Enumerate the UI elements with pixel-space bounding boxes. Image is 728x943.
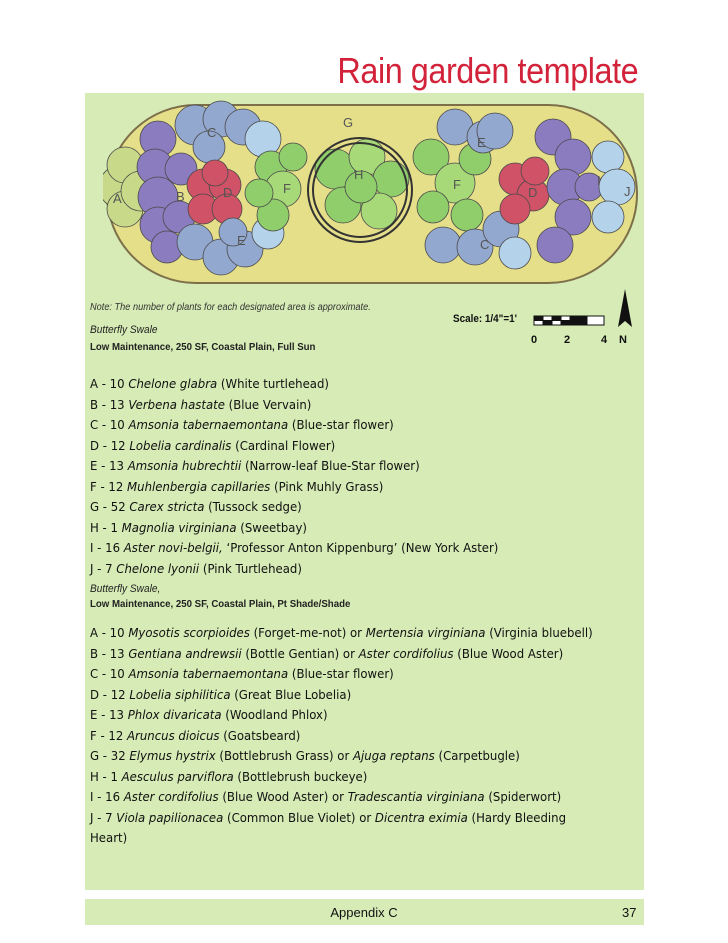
- plant-alt-common-name: (Spiderwort): [484, 789, 562, 804]
- plant-scientific-name: Aster cordifolius: [123, 789, 219, 804]
- north-label: N: [619, 334, 627, 346]
- plant-list-2: [90, 623, 640, 849]
- plant-common-name: (Great Blue Lobelia): [230, 686, 352, 702]
- scale-label: Scale: 1/4"=1': [453, 313, 518, 325]
- plant-scientific-name: Amsonia tabernaemontana: [128, 666, 289, 681]
- bed-label: H: [354, 167, 364, 182]
- plant-count-note: Note: The number of plants for each designated area is approximate.: [90, 302, 371, 313]
- plant-code: D - 12: [90, 437, 130, 453]
- plant-common-name: (Narrow-leaf Blue-Star flower): [241, 458, 420, 473]
- plant-list-item: [90, 559, 602, 580]
- plant-common-name: (Woodland Phlox): [221, 707, 328, 722]
- plant-code: H - 1: [90, 768, 122, 784]
- scale-segments: [534, 316, 604, 325]
- plant-cluster: [592, 141, 624, 173]
- plant-code: E - 13: [90, 458, 128, 473]
- plant-code: C - 10: [90, 666, 129, 681]
- plant-cluster: [373, 161, 409, 197]
- plant-cluster: [245, 179, 273, 207]
- plant-common-name: ‘Professor Anton Kippenburg’ (New York Aster): [222, 540, 499, 555]
- plant-common-name: (Pink Muhly Grass): [270, 478, 384, 494]
- bed-label: G: [343, 115, 354, 130]
- plant-code: C - 10: [90, 417, 129, 432]
- bed-label: C: [480, 237, 490, 252]
- section-title-1: Butterfly Swale: [90, 324, 158, 336]
- plant-scientific-name: Carex stricta: [129, 499, 205, 514]
- bed-label: B: [176, 189, 185, 204]
- section-subtitle-1: Low Maintenance, 250 SF, Coastal Plain, Full Sun: [90, 341, 316, 353]
- plant-list-item: [90, 623, 602, 644]
- scale-tick-2: 2: [564, 334, 571, 346]
- plant-scientific-name: Amsonia hubrechtii: [127, 458, 242, 473]
- bed-label: F: [453, 177, 461, 192]
- plant-code: G - 32: [90, 748, 130, 763]
- plant-code: F - 12: [90, 727, 128, 743]
- plant-scientific-name: Aster novi-belgii,: [123, 540, 223, 555]
- page-number: 37: [622, 905, 637, 920]
- scale-tick-0: 0: [531, 334, 538, 346]
- plant-code: H - 1: [90, 519, 122, 535]
- plant-list-1: [90, 374, 640, 579]
- plant-alt-common-name: (Virginia bluebell): [485, 625, 593, 640]
- plant-list-item: [90, 664, 602, 685]
- plant-list-item: [90, 538, 602, 559]
- plant-common-name: (Bottlebrush buckeye): [233, 768, 368, 784]
- plant-scientific-name: Muhlenbergia capillaries: [127, 478, 271, 494]
- plant-cluster: [537, 227, 573, 263]
- bed-label: A: [113, 191, 122, 206]
- plant-list-item: [90, 787, 602, 808]
- section-subtitle-2: Low Maintenance, 250 SF, Coastal Plain, Pt Shade/Shade: [90, 598, 351, 610]
- plant-scientific-name: Amsonia tabernaemontana: [128, 417, 289, 432]
- bed-label: E: [237, 233, 246, 248]
- plant-list-item: [90, 497, 602, 518]
- plant-list-item: [90, 746, 602, 767]
- scale-tick-4: 4: [601, 334, 608, 346]
- plant-common-name: (Sweetbay): [236, 519, 307, 535]
- plant-common-name: (Cardinal Flower): [231, 437, 336, 453]
- plant-code: J - 7: [90, 560, 117, 576]
- plant-list-item: [90, 644, 602, 665]
- plant-cluster: [451, 199, 483, 231]
- plant-list-item: [90, 705, 602, 726]
- plant-scientific-name: Chelone glabra: [128, 376, 218, 391]
- plant-list-item: [90, 415, 602, 436]
- bed-label: J: [624, 184, 631, 199]
- plant-scientific-name: Chelone lyonii: [116, 560, 200, 576]
- bed-label: D: [223, 185, 233, 200]
- plant-alt-scientific-name: Tradescantia virginiana: [347, 789, 485, 804]
- plant-common-name: (Blue-star flower): [288, 666, 394, 681]
- plant-code: I - 16: [90, 540, 124, 555]
- plant-common-name: (Common Blue Violet) or: [223, 809, 375, 825]
- plant-scientific-name: Aesculus parviflora: [121, 768, 234, 784]
- plant-alt-common-name: (Carpetbugle): [434, 748, 520, 763]
- plant-alt-common-name: (Hardy Bleeding Heart): [90, 809, 567, 845]
- garden-diagram: [103, 97, 643, 291]
- plant-list-item: [90, 374, 602, 395]
- plant-cluster: [521, 157, 549, 185]
- plant-scientific-name: Myosotis scorpioides: [128, 625, 250, 640]
- bed-label: F: [283, 181, 291, 196]
- plant-list-item: [90, 477, 602, 498]
- scale-bar: [527, 287, 645, 349]
- plant-common-name: (Goatsbeard): [219, 727, 301, 743]
- plant-list-item: [90, 395, 602, 416]
- section-title-2: Butterfly Swale,: [90, 583, 161, 595]
- plant-common-name: (Tussock sedge): [204, 499, 302, 514]
- plant-scientific-name: Aruncus dioicus: [127, 727, 220, 743]
- plant-scientific-name: Lobelia cardinalis: [129, 437, 232, 453]
- plant-cluster: [202, 160, 228, 186]
- plant-alt-scientific-name: Dicentra eximia: [374, 809, 468, 825]
- bed-label: E: [477, 135, 486, 150]
- plant-common-name: (White turtlehead): [217, 376, 329, 391]
- north-arrow-icon: [618, 289, 632, 327]
- plant-scientific-name: Magnolia virginiana: [121, 519, 237, 535]
- plant-scientific-name: Verbena hastate: [128, 396, 225, 412]
- plant-code: B - 13: [90, 645, 129, 661]
- plant-alt-scientific-name: Aster cordifolius: [358, 645, 454, 661]
- plant-common-name: (Blue Wood Aster) or: [218, 789, 348, 804]
- plant-common-name: (Forget-me-not) or: [249, 625, 366, 640]
- plant-list-item: [90, 685, 602, 706]
- plant-code: A - 10: [90, 376, 129, 391]
- plant-scientific-name: Elymus hystrix: [129, 748, 216, 763]
- plant-alt-scientific-name: Ajuga reptans: [353, 748, 435, 763]
- plant-scientific-name: Phlox divaricata: [127, 707, 222, 722]
- plant-cluster: [592, 201, 624, 233]
- plant-code: D - 12: [90, 686, 130, 702]
- plant-cluster: [425, 227, 461, 263]
- plant-list-item: [90, 767, 602, 788]
- plant-cluster: [417, 191, 449, 223]
- plant-list-item: [90, 436, 602, 457]
- plant-common-name: (Blue-star flower): [288, 417, 394, 432]
- plant-scientific-name: Gentiana andrewsii: [128, 645, 242, 661]
- plant-list-item: [90, 726, 602, 747]
- plant-common-name: (Bottle Gentian) or: [241, 645, 359, 661]
- plant-code: G - 52: [90, 499, 130, 514]
- plant-alt-scientific-name: Mertensia virginiana: [365, 625, 486, 640]
- plant-cluster: [499, 237, 531, 269]
- plant-cluster: [279, 143, 307, 171]
- plant-code: J - 7: [90, 809, 117, 825]
- bed-label: D: [528, 185, 538, 200]
- plant-code: B - 13: [90, 396, 129, 412]
- bed-label: C: [207, 125, 217, 140]
- footer-appendix: Appendix C: [330, 905, 398, 920]
- plant-list-item: [90, 808, 602, 849]
- plant-scientific-name: Lobelia siphilitica: [129, 686, 231, 702]
- plant-code: F - 12: [90, 478, 128, 494]
- plant-common-name: (Blue Vervain): [224, 396, 312, 412]
- plant-scientific-name: Viola papilionacea: [116, 809, 224, 825]
- plant-cluster: [500, 194, 530, 224]
- plant-code: A - 10: [90, 625, 129, 640]
- plant-list-item: [90, 518, 602, 539]
- plant-code: I - 16: [90, 789, 124, 804]
- page-title: Rain garden template: [337, 50, 638, 91]
- plant-code: E - 13: [90, 707, 128, 722]
- bed-label: I: [597, 173, 601, 188]
- plant-alt-common-name: (Blue Wood Aster): [453, 645, 564, 661]
- plant-list-item: [90, 456, 602, 477]
- plant-common-name: (Pink Turtlehead): [199, 560, 302, 576]
- plant-common-name: (Bottlebrush Grass) or: [215, 748, 354, 763]
